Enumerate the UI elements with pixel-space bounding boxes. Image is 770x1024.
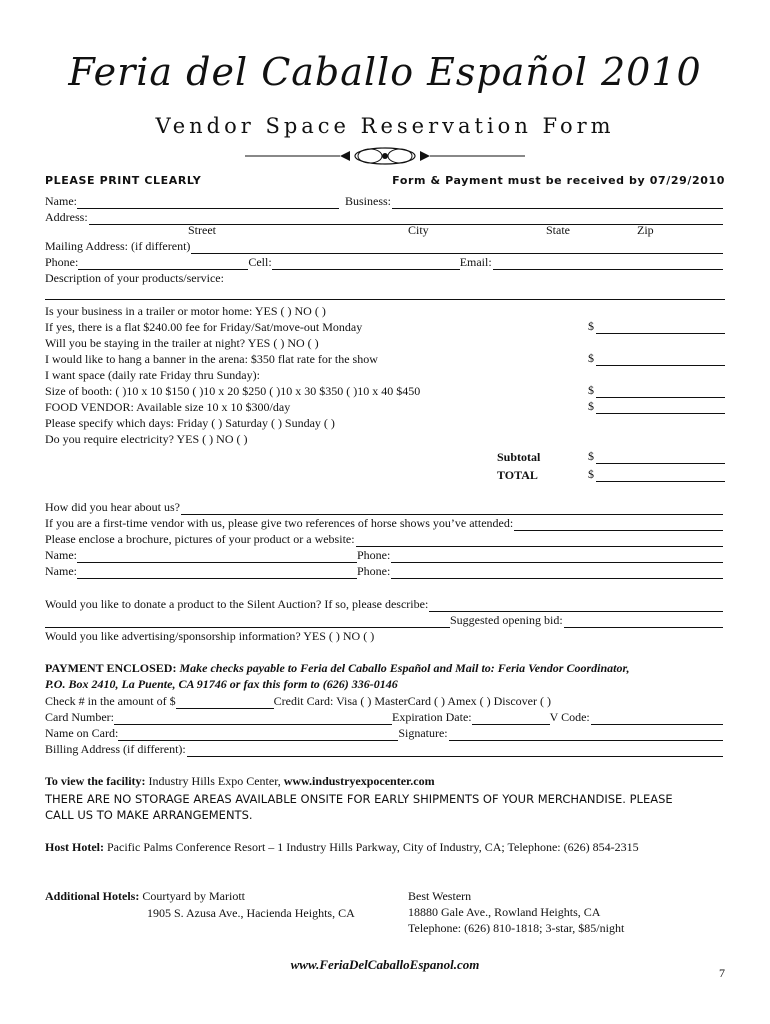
days-question: Please specify which days: Friday ( ) Saturday ( ) Sunday ( ) [45, 416, 335, 430]
host-hotel-label: Host Hotel: [45, 840, 104, 854]
hotel2-name: Best Western [408, 889, 472, 903]
subtotal-label: Subtotal [497, 450, 541, 464]
mailing-field[interactable] [191, 241, 723, 254]
script-title: Feria del Caballo Español 2010 [68, 50, 702, 94]
electricity-question: Do you require electricity? YES ( ) NO ( ) [45, 432, 248, 446]
name-on-card-field[interactable] [118, 728, 398, 741]
opening-bid-field[interactable] [564, 615, 723, 628]
opening-bid-label: Suggested opening bid: [450, 613, 563, 627]
reference1-name-field[interactable] [77, 550, 357, 563]
references-label: If you are a first-time vendor with us, please give two references of horse shows you’ve attended: [45, 516, 514, 530]
booth-dollar: $ [588, 383, 594, 397]
check-label: Check # in the amount of $ [45, 694, 176, 708]
staying-question: Will you be staying in the trailer at night? YES ( ) NO ( ) [45, 336, 319, 350]
billing-field[interactable] [187, 744, 723, 757]
vcode-field[interactable] [591, 712, 723, 725]
address-field[interactable] [89, 212, 723, 225]
advertising-question: Would you like advertising/sponsorship information? YES ( ) NO ( ) [45, 629, 375, 643]
payment-heading-line [45, 661, 630, 676]
cell-field[interactable] [272, 257, 460, 270]
name-field[interactable] [77, 196, 339, 209]
payment-instructions: Make checks payable to Feria del Caballo Español and Mail to: Feria Vendor Coordinator, [179, 661, 630, 675]
subtotal-field[interactable] [596, 451, 725, 464]
facility-text: Industry Hills Expo Center, [145, 774, 284, 788]
payment-heading: PAYMENT ENCLOSED: [45, 661, 177, 675]
food-dollar: $ [588, 399, 594, 413]
email-field[interactable] [493, 257, 723, 270]
check-amount-field[interactable] [176, 696, 274, 709]
street-caption: Street [188, 223, 216, 237]
donate-label: Would you like to donate a product to the Silent Auction? If so, please describe: [45, 597, 429, 611]
expiration-label: Expiration Date: [391, 710, 472, 724]
hotel2-phone: Telephone: (626) 810-1818; 3-star, $85/night [408, 921, 625, 935]
brochure-label: Please enclose a brochure, pictures of your product or a website: [45, 532, 355, 546]
card-number-field[interactable] [114, 712, 392, 725]
cell-label: Cell: [248, 255, 272, 269]
address-label: Address: [45, 210, 88, 224]
footer-website[interactable]: www.FeriaDelCaballoEspanol.com [290, 957, 480, 972]
storage-notice-2: CALL US TO MAKE ARRANGEMENTS. [45, 808, 253, 822]
page-number: 7 [719, 966, 725, 980]
trailer-question: Is your business in a trailer or motor home: YES ( ) NO ( ) [45, 304, 326, 318]
total-label: TOTAL [497, 468, 538, 482]
facility-line [45, 774, 435, 789]
city-caption: City [408, 223, 429, 237]
total-dollar: $ [588, 467, 594, 481]
expiration-field[interactable] [472, 712, 550, 725]
phone-field[interactable] [78, 257, 248, 270]
print-clearly-notice: PLEASE PRINT CLEARLY [45, 174, 202, 187]
food-field[interactable] [596, 401, 725, 414]
reference1-phone-field[interactable] [391, 550, 723, 563]
reference2-phone-field[interactable] [391, 566, 723, 579]
name-label: Name: [45, 194, 77, 208]
storage-notice-1: THERE ARE NO STORAGE AREAS AVAILABLE ONSITE FOR EARLY SHIPMENTS OF YOUR MERCHANDISE. PLEASE [45, 792, 673, 806]
credit-card-options: Credit Card: Visa ( ) MasterCard ( ) Amex ( ) Discover ( ) [273, 694, 551, 708]
form-title: Vendor Space Reservation Form [155, 114, 615, 138]
name-on-card-label: Name on Card: [45, 726, 119, 740]
booth-field[interactable] [596, 385, 725, 398]
hotel1-address: 1905 S. Azusa Ave., Hacienda Heights, CA [147, 906, 355, 920]
references-field[interactable] [514, 518, 723, 531]
banner-note: I would like to hang a banner in the arena: $350 flat rate for the show [45, 352, 378, 366]
total-field[interactable] [596, 469, 725, 482]
mailing-label: Mailing Address: (if different) [45, 239, 191, 253]
subtotal-dollar: $ [588, 449, 594, 463]
hotel2-address: 18880 Gale Ave., Rowland Heights, CA [408, 905, 601, 919]
trailer-fee-dollar: $ [588, 319, 594, 333]
additional-hotels-label: Additional Hotels: [45, 889, 140, 903]
business-label: Business: [345, 194, 392, 208]
reference2-name-label: Name: [45, 564, 77, 578]
host-hotel-line [45, 840, 639, 855]
description-field[interactable] [45, 287, 725, 300]
food-vendor-note: FOOD VENDOR: Available size 10 x 10 $300/day [45, 400, 291, 414]
website-field[interactable] [356, 534, 723, 547]
vcode-label: V Code: [549, 710, 590, 724]
host-hotel-text: Pacific Palms Conference Resort – 1 Industry Hills Parkway, City of Industry, CA; Telephone: (626) 854-2315 [104, 840, 639, 854]
facility-url[interactable]: www.industryexpocenter.com [283, 774, 435, 788]
email-label: Email: [459, 255, 492, 269]
reference2-phone-label: Phone: [357, 564, 391, 578]
reference1-phone-label: Phone: [357, 548, 391, 562]
banner-dollar: $ [588, 351, 594, 365]
reference2-name-field[interactable] [77, 566, 357, 579]
signature-field[interactable] [449, 728, 723, 741]
phone-label: Phone: [45, 255, 79, 269]
billing-label: Billing Address (if different): [45, 742, 186, 756]
heard-about-label: How did you hear about us? [45, 500, 180, 514]
state-caption: State [546, 223, 570, 237]
hotel1-name: Courtyard by Mariott [139, 889, 245, 903]
zip-caption: Zip [637, 223, 654, 237]
heard-about-field[interactable] [181, 502, 723, 515]
booth-size-options: Size of booth: ( )10 x 10 $150 ( )10 x 20 $250 ( )10 x 30 $350 ( )10 x 40 $450 [45, 384, 421, 398]
banner-field[interactable] [596, 353, 725, 366]
facility-label: To view the facility: [45, 774, 146, 788]
signature-label: Signature: [398, 726, 448, 740]
reference1-name-label: Name: [45, 548, 77, 562]
card-number-label: Card Number: [45, 710, 114, 724]
space-note: I want space (daily rate Friday thru Sunday): [45, 368, 260, 382]
donate-field-continued[interactable] [45, 615, 450, 628]
trailer-fee-field[interactable] [596, 321, 725, 334]
payment-address: P.O. Box 2410, La Puente, CA 91746 or fax this form to (626) 336-0146 [45, 677, 398, 691]
donate-field[interactable] [429, 599, 723, 612]
description-label: Description of your products/service: [45, 271, 224, 285]
additional-hotels-line [45, 889, 245, 904]
business-field[interactable] [392, 196, 723, 209]
deadline-notice: Form & Payment must be received by 07/29/2010 [392, 174, 725, 187]
ornament-divider [245, 142, 525, 170]
trailer-fee-note: If yes, there is a flat $240.00 fee for Friday/Sat/move-out Monday [45, 320, 363, 334]
